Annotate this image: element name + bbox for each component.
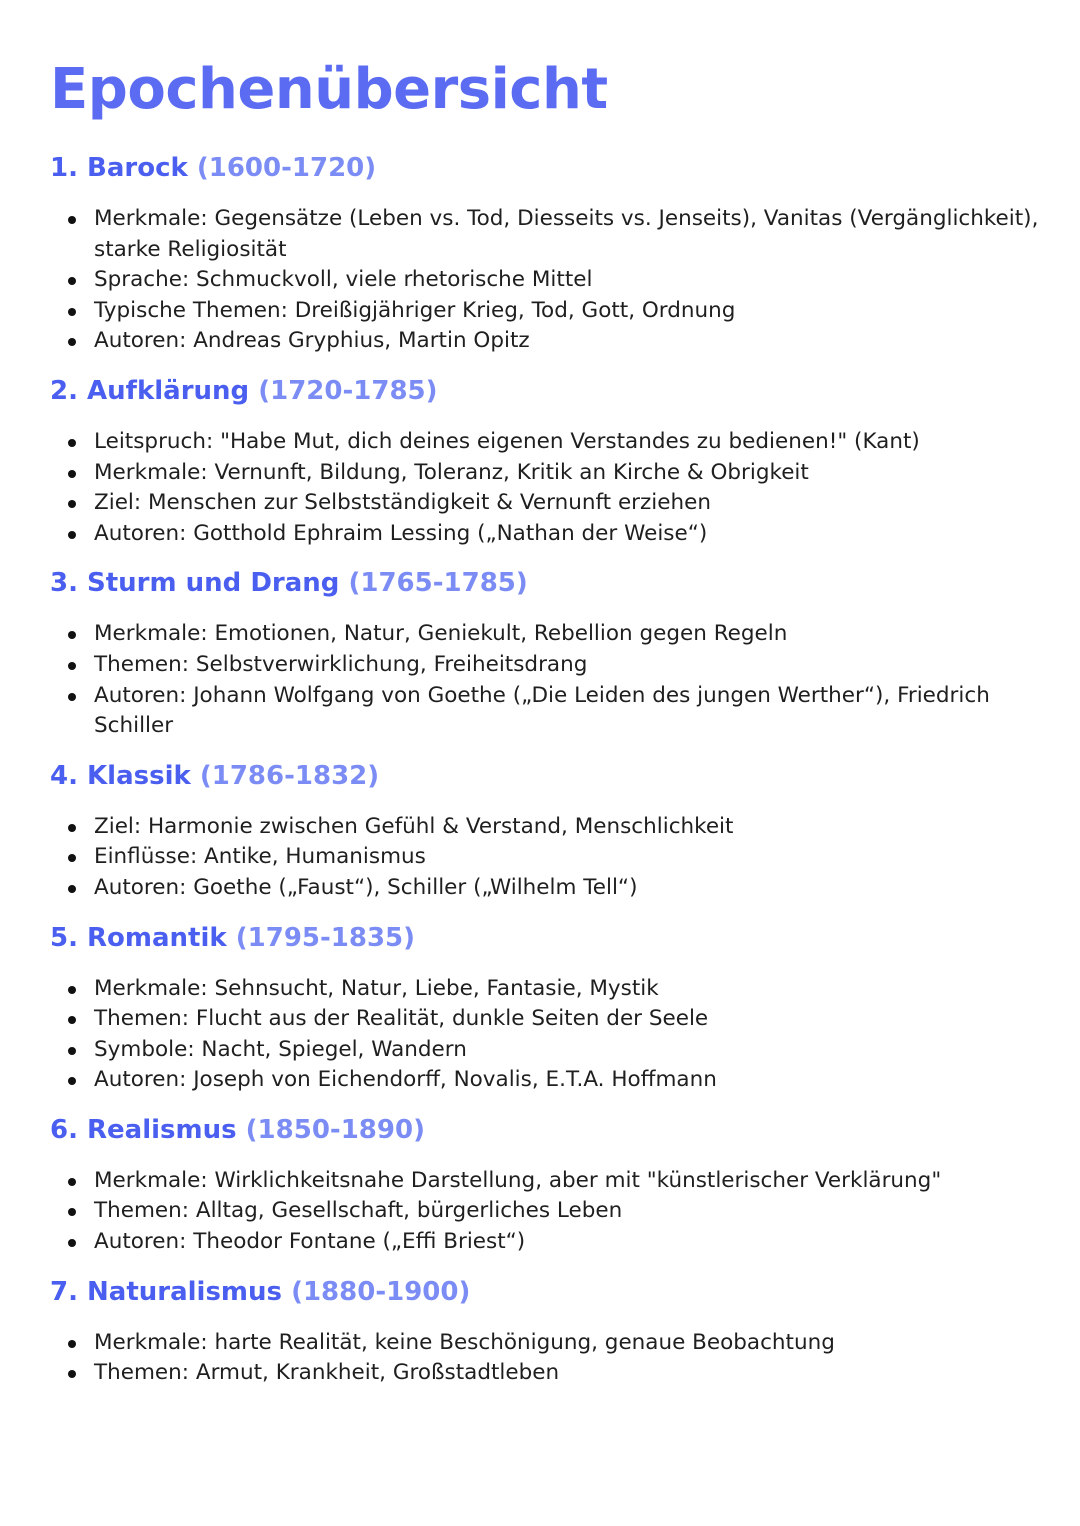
list-item-text: Themen: Selbstverwirklichung, Freiheitsdrang [94, 651, 588, 677]
epoch-list [50, 152, 1040, 1389]
epoch-section [50, 567, 1040, 741]
epoch-heading [50, 922, 1040, 954]
list-item [50, 619, 1040, 650]
list-item-text: Autoren: Gotthold Ephraim Lessing („Nathan der Weise“) [94, 520, 708, 546]
epoch-bullet-list [50, 812, 1040, 904]
epoch-years: (1880-1900) [291, 1276, 471, 1307]
list-item [50, 1227, 1040, 1258]
epoch-heading [50, 152, 1040, 184]
bullet-icon [68, 1370, 76, 1378]
bullet-icon [68, 338, 76, 346]
epoch-heading [50, 375, 1040, 407]
list-item-text: Ziel: Harmonie zwischen Gefühl & Verstand, Menschlichkeit [94, 813, 734, 839]
bullet-icon [68, 631, 76, 639]
page-title: Epochenübersicht [50, 57, 608, 122]
epoch-years: (1795-1835) [235, 922, 416, 953]
bullet-icon [68, 500, 76, 508]
list-item-text: Autoren: Goethe („Faust“), Schiller („Wilhelm Tell“) [94, 874, 638, 900]
list-item-text: Themen: Armut, Krankheit, Großstadtleben [94, 1360, 560, 1386]
bullet-icon [68, 1340, 76, 1348]
epoch-heading [50, 760, 1040, 792]
list-item [50, 326, 1040, 357]
epoch-section [50, 1114, 1040, 1258]
bullet-icon [68, 1016, 76, 1024]
bullet-icon [68, 693, 76, 701]
list-item-text: Themen: Flucht aus der Realität, dunkle Seiten der Seele [94, 1006, 709, 1032]
list-item-text: Sprache: Schmuckvoll, viele rhetorische Mittel [94, 267, 593, 293]
epoch-bullet-list [50, 204, 1040, 357]
list-item-text: Autoren: Joseph von Eichendorff, Novalis, E.T.A. Hoffmann [94, 1067, 717, 1093]
list-item-text: Symbole: Nacht, Spiegel, Wandern [94, 1036, 467, 1062]
epoch-heading [50, 1276, 1040, 1308]
bullet-icon [68, 854, 76, 862]
bullet-icon [68, 216, 76, 224]
list-item-text: Ziel: Menschen zur Selbstständigkeit & Vernunft erziehen [94, 490, 711, 516]
list-item-text: Leitspruch: "Habe Mut, dich deines eigenen Verstandes zu bedienen!" (Kant) [94, 428, 920, 454]
list-item [50, 265, 1040, 296]
bullet-icon [68, 885, 76, 893]
epoch-years: (1600-1720) [196, 153, 377, 183]
list-item [50, 650, 1040, 681]
bullet-icon [68, 308, 76, 316]
bullet-icon [68, 277, 76, 285]
epoch-name: 7. Naturalismus [50, 1276, 283, 1307]
list-item-text: Merkmale: Sehnsucht, Natur, Liebe, Fantasie, Mystik [94, 975, 659, 1001]
epoch-name: 6. Realismus [50, 1114, 237, 1145]
list-item [50, 458, 1040, 489]
epoch-name: 2. Aufklärung [50, 375, 250, 406]
list-item [50, 427, 1040, 458]
epoch-bullet-list [50, 619, 1040, 741]
list-item-text: Autoren: Andreas Gryphius, Martin Opitz [94, 328, 530, 354]
list-item [50, 974, 1040, 1005]
epoch-section [50, 760, 1040, 904]
epoch-name: 1. Barock [50, 153, 188, 183]
list-item-text: Typische Themen: Dreißigjähriger Krieg, Tod, Gott, Ordnung [94, 297, 736, 323]
list-item-text: Themen: Alltag, Gesellschaft, bürgerliches Leben [94, 1198, 623, 1224]
list-item [50, 1328, 1040, 1359]
list-item [50, 204, 1040, 265]
epoch-bullet-list [50, 427, 1040, 549]
list-item-text: Merkmale: Wirklichkeitsnahe Darstellung, aber mit "künstlerischer Verklärung" [94, 1167, 942, 1193]
list-item-text: Autoren: Johann Wolfgang von Goethe („Die Leiden des jungen Werther“), Friedrich Schiller [94, 682, 990, 739]
bullet-icon [68, 986, 76, 994]
epoch-years: (1720-1785) [258, 375, 438, 406]
epoch-name: 3. Sturm und Drang [50, 568, 340, 599]
bullet-icon [68, 1077, 76, 1085]
epoch-name: 4. Klassik [50, 760, 191, 791]
epoch-bullet-list [50, 1166, 1040, 1258]
bullet-icon [68, 1208, 76, 1216]
list-item [50, 1035, 1040, 1066]
bullet-icon [68, 1178, 76, 1186]
list-item [50, 681, 1040, 742]
bullet-icon [68, 531, 76, 539]
epoch-bullet-list [50, 1328, 1040, 1389]
bullet-icon [68, 662, 76, 670]
bullet-icon [68, 470, 76, 478]
epoch-name: 5. Romantik [50, 922, 227, 953]
epoch-section [50, 922, 1040, 1096]
epoch-years: (1850-1890) [245, 1114, 425, 1145]
bullet-icon [68, 439, 76, 447]
list-item-text: Merkmale: harte Realität, keine Beschönigung, genaue Beobachtung [94, 1329, 835, 1355]
epoch-years: (1786-1832) [199, 760, 380, 791]
list-item [50, 812, 1040, 843]
epoch-section [50, 375, 1040, 549]
bullet-icon [68, 824, 76, 832]
list-item [50, 488, 1040, 519]
list-item [50, 842, 1040, 873]
list-item [50, 1065, 1040, 1096]
list-item-text: Merkmale: Gegensätze (Leben vs. Tod, Diesseits vs. Jenseits), Vanitas (Vergänglichkeit), starke Religiosität [94, 206, 1039, 262]
list-item [50, 873, 1040, 904]
epoch-years: (1765-1785) [348, 568, 528, 599]
bullet-icon [68, 1047, 76, 1055]
list-item-text: Merkmale: Vernunft, Bildung, Toleranz, Kritik an Kirche & Obrigkeit [94, 459, 809, 485]
list-item-text: Einflüsse: Antike, Humanismus [94, 844, 426, 870]
epoch-section [50, 1276, 1040, 1389]
epoch-heading [50, 1114, 1040, 1146]
bullet-icon [68, 1239, 76, 1247]
epoch-bullet-list [50, 974, 1040, 1096]
list-item [50, 1004, 1040, 1035]
list-item [50, 1166, 1040, 1197]
epoch-section [50, 152, 1040, 357]
list-item [50, 1358, 1040, 1389]
list-item [50, 1196, 1040, 1227]
list-item [50, 296, 1040, 327]
list-item-text: Autoren: Theodor Fontane („Effi Briest“) [94, 1229, 526, 1255]
list-item-text: Merkmale: Emotionen, Natur, Geniekult, Rebellion gegen Regeln [94, 621, 788, 647]
list-item [50, 519, 1040, 550]
epoch-heading [50, 567, 1040, 599]
